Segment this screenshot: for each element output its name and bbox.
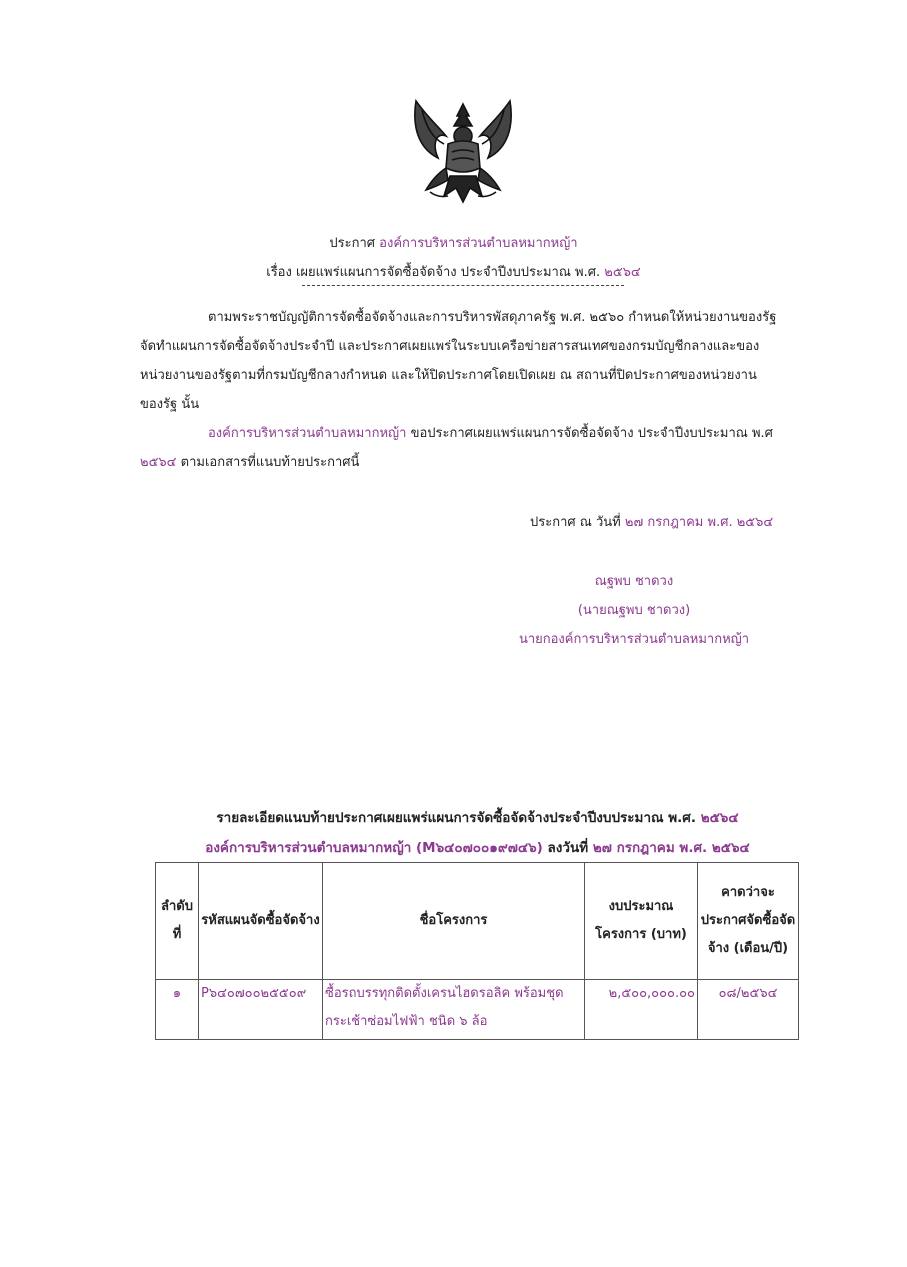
detail-title-year: ๒๕๖๔ bbox=[700, 810, 739, 826]
para1-line: หน่วยงานของรัฐตามที่กรมบัญชีกลางกำหนด และให้ปิดประกาศโดยเปิดเผย ณ สถานที่ปิดประกาศของหน่วยงาน bbox=[140, 368, 757, 383]
subject-year: ๒๕๖๔ bbox=[604, 265, 641, 280]
announcement-date bbox=[530, 511, 773, 532]
para1-line: ของรัฐ นั้น bbox=[140, 397, 200, 412]
detail-date-label: ลงวันที่ bbox=[547, 840, 589, 856]
signature: ณฐพบ ชาดวง bbox=[594, 574, 674, 589]
table-row bbox=[156, 980, 799, 1040]
heading-organization: องค์การบริหารส่วนตำบลหมากหญ้า bbox=[379, 236, 578, 251]
subject-text: เรื่อง เผยแพร่แผนการจัดซื้อจัดจ้าง ประจำปีงบประมาณ พ.ศ. bbox=[266, 265, 601, 280]
col-header-name: ชื่อโครงการ bbox=[323, 863, 585, 980]
para2-organization: องค์การบริหารส่วนตำบลหมากหญ้า bbox=[208, 426, 407, 441]
para2-year: ๒๕๖๔ bbox=[140, 455, 177, 470]
announcement-heading bbox=[0, 232, 907, 253]
signer-position: นายกองค์การบริหารส่วนตำบลหมากหญ้า bbox=[518, 632, 750, 647]
row-no: ๑ bbox=[156, 980, 199, 1040]
para1-line: จัดทำแผนการจัดซื้อจัดจ้างประจำปี และประกาศเผยแพร่ในระบบเครือข่ายสารสนเทศของกรมบัญชีกลางและของ bbox=[140, 339, 760, 354]
col-header-no: ลำดับที่ bbox=[156, 863, 199, 980]
detail-subtitle bbox=[0, 836, 907, 858]
para2-tail: ตามเอกสารที่แนบท้ายประกาศนี้ bbox=[180, 455, 360, 470]
date-value: ๒๗ กรกฎาคม พ.ศ. ๒๕๖๔ bbox=[624, 515, 774, 530]
col-header-expected: คาดว่าจะประกาศจัดซื้อจัดจ้าง (เดือน/ปี) bbox=[698, 863, 799, 980]
subject-divider bbox=[302, 285, 624, 286]
detail-title-text: รายละเอียดแนบท้ายประกาศเผยแพร่แผนการจัดซื้อจัดจ้างประจำปีงบประมาณ พ.ศ. bbox=[216, 810, 696, 826]
table-header-row bbox=[156, 863, 799, 980]
row-budget: ๒,๕๐๐,๐๐๐.๐๐ bbox=[585, 980, 698, 1040]
row-code: P๖๔๐๗๐๐๒๕๕๐๙ bbox=[199, 980, 323, 1040]
heading-prefix: ประกาศ bbox=[329, 236, 376, 251]
col-header-code: รหัสแผนจัดซื้อจัดจ้าง bbox=[199, 863, 323, 980]
garuda-emblem-icon bbox=[408, 96, 518, 208]
body-paragraph-1 bbox=[140, 303, 785, 419]
detail-title bbox=[0, 806, 907, 828]
procurement-plan-table bbox=[155, 862, 799, 1040]
row-expected: ๐๘/๒๕๖๔ bbox=[698, 980, 799, 1040]
detail-date: ๒๗ กรกฎาคม พ.ศ. ๒๕๖๔ bbox=[592, 840, 750, 856]
para1-line: ตามพระราชบัญญัติการจัดซื้อจัดจ้างและการบริหารพัสดุภาครัฐ พ.ศ. ๒๕๖๐ กำหนดให้หน่วยงานของรัฐ bbox=[208, 310, 777, 325]
para2-line bbox=[140, 448, 785, 477]
body-paragraph-2 bbox=[140, 419, 785, 477]
para2-line bbox=[140, 419, 785, 448]
detail-org: องค์การบริหารส่วนตำบลหมากหญ้า (M๖๔๐๗๐๐๑๙๗๔๖) bbox=[205, 840, 543, 856]
date-prefix: ประกาศ ณ วันที่ bbox=[530, 515, 621, 530]
signer-name: (นายณฐพบ ชาดวง) bbox=[577, 603, 691, 618]
announcement-subject bbox=[0, 261, 907, 282]
para2-text: ขอประกาศเผยแพร่แผนการจัดซื้อจัดจ้าง ประจำปีงบประมาณ พ.ศ bbox=[410, 426, 773, 441]
row-name: ซื้อรถบรรทุกติดตั้งเครนไฮดรอลิค พร้อมชุดกระเช้าซ่อมไฟฟ้า ชนิด ๖ ล้อ bbox=[323, 980, 585, 1040]
col-header-budget: งบประมาณโครงการ (บาท) bbox=[585, 863, 698, 980]
